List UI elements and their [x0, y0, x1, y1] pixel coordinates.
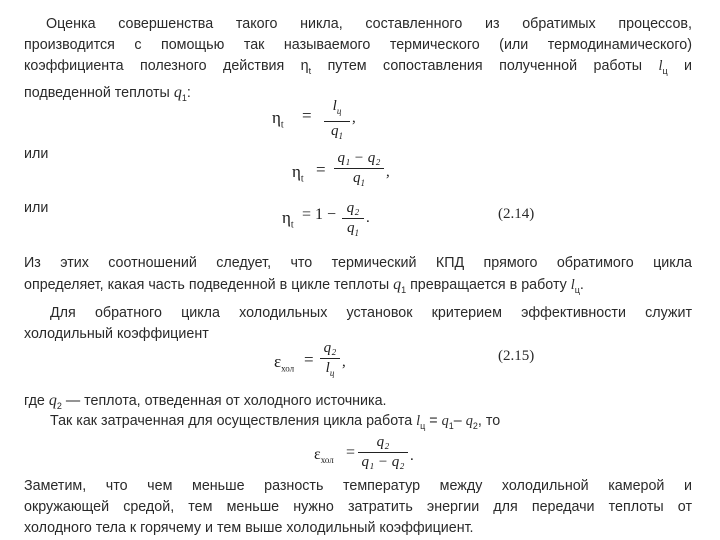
text-line: окружающей средой, тем меньше нужно затратить энергии для передачи теплоты от — [24, 499, 692, 515]
paragraph-refrigeration — [24, 303, 692, 345]
formula-efficiency-heat: $\eta_t$ = q₁ − q₂ $q_1$ , — [292, 150, 390, 188]
formula-efficiency-ratio: $\eta_t$ = 1 − q₂ $q_1$ . — [282, 200, 370, 238]
paragraph-conclusion — [24, 476, 692, 539]
paragraph-work-spent — [24, 411, 692, 437]
text-line: Оценка совершенства такого никла, составленного из обратимых процессов, — [46, 16, 692, 32]
text-line: Заметим, что чем меньше разность температур между холодильной камерой и — [24, 478, 692, 494]
formula-refrigeration-coefficient: $\varepsilon_{хол}$ = q₂ $l_ц$ , — [274, 340, 346, 378]
text-line: холодильный коэффициент — [24, 326, 209, 342]
equation-number: (2.15) — [498, 348, 535, 364]
text-line: Из этих соотношений следует, что термический КПД прямого обратимого цикла — [24, 255, 692, 271]
paragraph-intro — [24, 14, 692, 109]
formula-thermal-efficiency: $\eta_t$ = $l_ц$ $q_1$ , — [272, 98, 356, 141]
equation-number: (2.14) — [498, 206, 535, 222]
text-line: где $q_2$ — теплота, отведенная от холодного источника. — [24, 392, 387, 411]
text-line: Для обратного цикла холодильных установок критерием эффективности служит — [50, 305, 692, 321]
formula-refrigeration-heat: $\varepsilon_{хол}$ = q₂ q₁ − q₂ . — [314, 434, 414, 470]
or-label: или — [24, 200, 49, 216]
text-line: коэффициента полезного действия $\eta_t$ путем сопоставления полученной работы $l_ц$ и — [24, 58, 693, 76]
text-line: Так как затраченная для осуществления цикла работа $l_ц = q_1-$ $q_2$, то — [50, 413, 501, 431]
text-line: определяет, какая часть подведенной в цикле теплоты $q_1$ превращается в работу $l_ц$. — [24, 276, 584, 295]
text-line: подведенной теплоты $q_1$: — [24, 83, 191, 103]
text-line: холодного тела к горячему и тем выше холодильный коэффициент. — [24, 520, 474, 536]
text-line: производится с помощью так называемого термического (или термодинамического) — [24, 37, 692, 53]
or-label: или — [24, 146, 49, 162]
paragraph-efficiency-meaning — [24, 253, 692, 301]
